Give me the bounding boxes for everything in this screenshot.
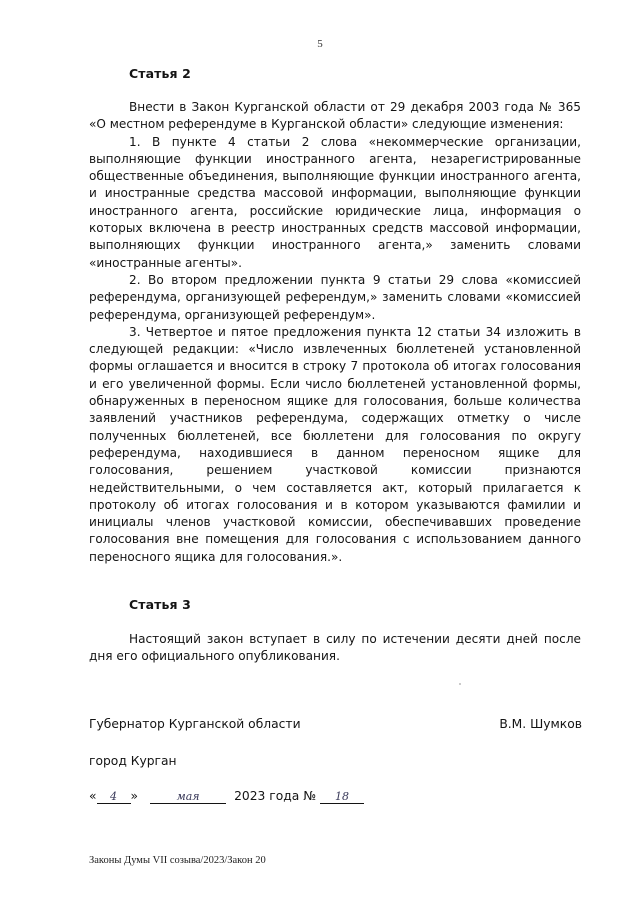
article-2-item-1: 1. В пункте 4 статьи 2 слова «некоммерческие организации, выполняющие функции иностранного агента, незарегистрированные общественные объединения, выполняющие функции иностранного агента, и иностранные средства массовой информации, выполняющие функции иностранного агента, российские юридические лица, информация о которых включена в реестр иностранных средств массовой информации, выполняющих функции иностранного агента,» заменить словами «иностранные агенты». [89, 134, 581, 270]
article-3-text: Настоящий закон вступает в силу по истечении десяти дней после дня его официального опубликования. [89, 632, 581, 664]
date-year-text: 2023 года № [234, 789, 316, 803]
article-3-body [89, 631, 581, 666]
article-2-intro: Внести в Закон Курганской области от 29 декабря 2003 года № 365 «О местном референдуме в Курганской области» следующие изменения: [89, 100, 581, 132]
signatory-title: Губернатор Курганской области [89, 717, 301, 731]
date-month-field: мая [150, 790, 226, 804]
date-close-quote: » [130, 789, 139, 803]
law-number-field: 18 [320, 790, 364, 804]
page-number: 5 [317, 38, 323, 50]
date-day-field: 4 [97, 790, 131, 804]
scan-speck [459, 683, 461, 685]
article-2-item-3: 3. Четвертое и пятое предложения пункта 12 статьи 34 изложить в следующей редакции: «Число извлеченных бюллетеней установленной формы оглашается и вносится в строку 7 протокола об итогах голосования и его увеличенной формы. Если число бюллетеней установленной формы, обнаруженных в переносном ящике для голосования, больше количества заявлений участников референдума, содержащих отметку о числе полученных бюллетеней, все бюллетени для голосования по округу референдума, находившиеся в данном переносном ящике для голосования, решением участковой комиссии признаются недействительными, о чем составляется акт, который прилагается к протоколу об итогах голосования и в котором указываются фамилии и инициалы членов участковой комиссии, обеспечивавших проведение голосования вне помещения для голосования с использованием данного переносного ящика для голосования.». [89, 324, 581, 564]
date-open-quote: « [89, 789, 97, 803]
article-2-body [89, 99, 581, 566]
signatory-name: В.М. Шумков [499, 717, 582, 731]
date-line [89, 789, 364, 804]
article-3-heading: Статья 3 [129, 597, 191, 612]
article-2-heading: Статья 2 [129, 66, 191, 81]
footer-reference: Законы Думы VII созыва/2023/Закон 20 [89, 855, 266, 866]
article-2-item-2: 2. Во втором предложении пункта 9 статьи 29 слова «комиссией референдума, организующей референдум,» заменить словами «комиссией референдума, организующей референдум». [89, 272, 581, 322]
city-line: город Курган [89, 754, 177, 768]
